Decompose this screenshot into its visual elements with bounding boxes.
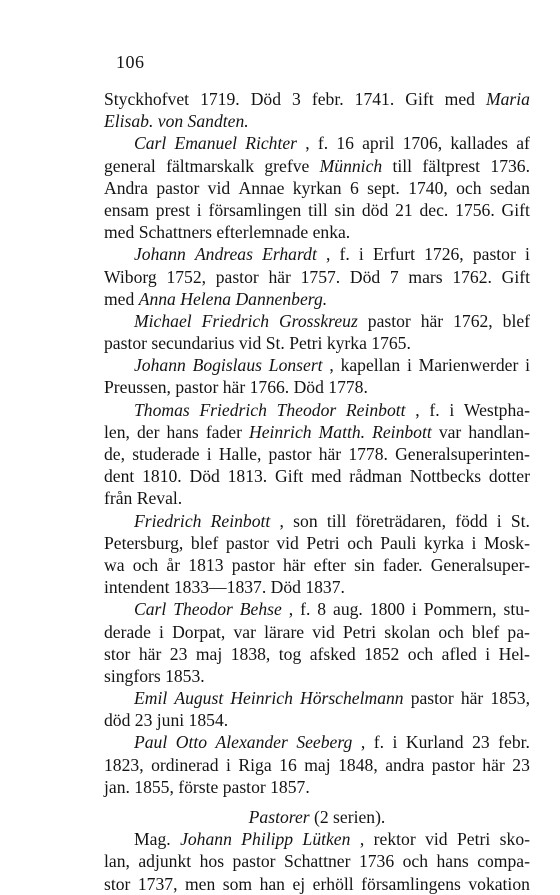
text-line (104, 310, 530, 332)
word: 1852 (364, 643, 400, 664)
word: Erhardt (262, 244, 317, 265)
word: 1853, (490, 688, 530, 709)
word: pastor (232, 851, 276, 872)
word: här (460, 688, 484, 709)
word: adjunkt (138, 851, 192, 872)
word: pastor (472, 244, 516, 265)
word: som (222, 873, 253, 894)
text-line (104, 621, 530, 643)
word: företrädaren, (355, 510, 447, 531)
word: Gift (501, 199, 530, 220)
text-line (104, 421, 530, 443)
word: Wiborg (104, 266, 157, 287)
word: Styckhofvet (104, 89, 190, 109)
word: 1838, (230, 643, 271, 664)
word: ordinerad (151, 754, 219, 775)
word: Theodor (276, 399, 337, 420)
word: här (420, 310, 444, 331)
word: 21 (395, 199, 413, 220)
word: de, (104, 444, 126, 464)
word: febr. (498, 732, 530, 753)
text-line (104, 266, 530, 288)
word: f. (339, 244, 350, 265)
text-segment: Preussen, pastor här 1766. Död 1778. (104, 377, 368, 398)
word: general (104, 155, 156, 176)
word: sept. (367, 177, 400, 198)
word: af (516, 133, 530, 154)
word: pastor (410, 688, 454, 709)
text-line (104, 376, 530, 398)
word: Petersburg, (104, 532, 184, 553)
word: Richter (245, 133, 298, 154)
word: afled (441, 643, 477, 664)
text-line (104, 132, 530, 154)
word: pastor (156, 177, 200, 198)
word: , (359, 829, 365, 850)
word: stor (104, 643, 131, 664)
word: skolan (384, 621, 431, 642)
text-line (104, 576, 530, 598)
text-line (104, 510, 530, 532)
word: Friedrich (134, 510, 202, 531)
word: Maria (485, 89, 530, 109)
word: var (233, 621, 256, 642)
word: lan, (104, 851, 130, 872)
word: mars (408, 266, 443, 287)
word: Johann (134, 244, 186, 265)
word: Otto (175, 732, 208, 753)
word: 1762, (453, 310, 493, 331)
word: Hel- (498, 643, 530, 664)
word: Petri (306, 532, 340, 553)
word: f. (373, 732, 385, 753)
word: Carl (134, 133, 167, 154)
text-line (104, 177, 530, 199)
word: 1736 (358, 851, 395, 872)
word: Westpha- (463, 399, 530, 420)
text-line (104, 598, 530, 620)
word: född (455, 510, 488, 531)
word: dotter (488, 466, 530, 487)
italic-name: Elisab. von Sandten. (104, 111, 249, 132)
word: 1810. (142, 466, 182, 487)
word: Grosskreuz (278, 310, 358, 331)
word: men (184, 873, 216, 894)
text-line (104, 776, 530, 798)
word: Lonsert (268, 355, 323, 376)
text-line (104, 243, 530, 265)
section-heading (104, 806, 530, 828)
text-segment: intendent 1833—1837. Död 1837. (104, 577, 345, 598)
word: Nottbecks (409, 466, 482, 487)
word: Gift (405, 89, 434, 109)
word: Petri (457, 829, 491, 850)
word: , (305, 133, 310, 154)
word: och (347, 532, 373, 553)
word: ensam (104, 199, 149, 220)
word: son (293, 510, 318, 531)
word: 1736. (490, 155, 530, 176)
text-segment: med Schattners efterlemnade enka. (104, 222, 351, 243)
word: Generalsuperinten- (395, 444, 530, 464)
word: ej (292, 873, 306, 894)
text-line (104, 88, 530, 110)
word: grefve (264, 155, 310, 176)
word: 1848, (338, 754, 378, 775)
word: , (329, 355, 334, 376)
word: Behse (239, 599, 282, 620)
word: var (438, 421, 462, 442)
word: april (362, 133, 395, 154)
word: 1762. (452, 266, 492, 287)
word: erhöll (312, 873, 354, 894)
word: och (402, 851, 428, 872)
word: , (325, 244, 331, 265)
word: Schattner (284, 851, 351, 872)
word: i (358, 244, 364, 265)
word: pastor (268, 444, 312, 464)
word: kyrka (423, 532, 464, 553)
word: sin (354, 554, 375, 575)
word: och (456, 177, 482, 198)
word: Gift (274, 466, 304, 487)
word: , (415, 399, 420, 420)
word: Petri (342, 621, 377, 642)
word: Lütken (302, 829, 351, 850)
word: kapellan (340, 355, 401, 376)
word: stor (104, 873, 131, 894)
word: i (471, 532, 477, 553)
word: aug. (333, 599, 363, 620)
word: i (406, 355, 412, 376)
word: 8 (317, 599, 327, 620)
word: , (279, 510, 284, 531)
word: Emil (134, 688, 168, 709)
word: Friedrich (201, 310, 270, 331)
word: i (206, 444, 212, 464)
word: i (496, 510, 502, 531)
word: Marienwerder (418, 355, 519, 376)
word: 1813. (227, 466, 268, 487)
word: i (196, 199, 202, 220)
word: 23 (512, 754, 530, 775)
word: dec. (419, 199, 449, 220)
word: fader (205, 421, 242, 442)
word: Michael (134, 310, 192, 331)
word: död (361, 199, 389, 220)
text-segment: jan. 1855, förste pastor 1857. (104, 776, 310, 797)
text-segment: pastor secundarius vid St. Petri kyrka 1765. (104, 333, 411, 354)
text-line (104, 554, 530, 576)
word: blef (502, 310, 530, 331)
word: 1740, (408, 177, 448, 198)
word: f. (300, 599, 311, 620)
word: kallades (450, 133, 509, 154)
word: f. (317, 133, 329, 154)
word: församlingens (361, 873, 461, 894)
word: Pauli (380, 532, 417, 553)
word: derade (104, 621, 151, 642)
word: dent (104, 466, 135, 487)
word: vokation (468, 873, 530, 894)
word: fältprest (422, 155, 481, 176)
word: Seeberg (296, 732, 353, 753)
text-line (104, 399, 530, 421)
word: , (288, 599, 294, 620)
text-line (104, 687, 530, 709)
word: pastor (431, 754, 475, 775)
text-line (104, 828, 530, 850)
word: Annae (238, 177, 285, 198)
word: Alexander (215, 732, 288, 753)
word: här (318, 444, 342, 464)
word: 1752, (166, 266, 207, 287)
word: wa (104, 554, 125, 575)
word: 1726, (424, 244, 464, 265)
word: kyrkan (292, 177, 342, 198)
word: 16 (336, 133, 354, 154)
word: Död (189, 466, 220, 487)
word: febr. (311, 89, 344, 109)
word: 1823, (104, 754, 144, 775)
word: 1706, (402, 133, 443, 154)
word: hans (436, 851, 469, 872)
word: hos (199, 851, 225, 872)
word: i (449, 399, 455, 420)
word: pastor (231, 554, 275, 575)
word: len, (104, 421, 130, 442)
text-line (104, 873, 530, 895)
word: vid (207, 177, 231, 198)
word: 23 (169, 643, 188, 664)
text-line (104, 288, 530, 310)
word: här (482, 754, 505, 775)
italic-name: Pastorer (248, 807, 310, 827)
word: Halle, (218, 444, 262, 464)
word: Münnich (319, 155, 383, 176)
text-line (104, 665, 530, 687)
word: rådman (349, 466, 402, 487)
word: i (485, 643, 491, 664)
word: prest (155, 199, 190, 220)
word: 3 (292, 89, 301, 109)
body-text (104, 88, 530, 895)
word: Theodor (173, 599, 233, 620)
word: tog (278, 643, 302, 664)
italic-name: Anna Helena Dannenberg. (138, 288, 328, 309)
word: Dorpat, (172, 621, 226, 642)
word: pa- (507, 621, 530, 642)
word: Reinbott (345, 399, 406, 420)
word: och (407, 643, 434, 664)
text-line (104, 643, 530, 665)
word: afsked (309, 643, 356, 664)
word: Paul (134, 732, 168, 753)
text-segment: från Reval. (104, 488, 183, 509)
word: f. (429, 399, 440, 420)
text-line (104, 487, 530, 509)
word: Heinrich (249, 421, 312, 442)
text-line (104, 850, 530, 872)
word: Carl (134, 599, 167, 620)
word: sin (334, 199, 356, 220)
word: i (525, 355, 530, 376)
text-line (104, 332, 530, 354)
word: pastor (215, 266, 259, 287)
text-line (104, 221, 530, 243)
word: till (308, 199, 328, 220)
text-line (104, 465, 530, 487)
word: i (159, 621, 164, 642)
word: handlan- (468, 421, 530, 442)
text-line (104, 443, 530, 465)
word: Generalsuper- (430, 554, 530, 575)
word: 1741. (354, 89, 395, 109)
word: der (136, 421, 160, 442)
word: Heinrich (230, 688, 293, 709)
word: Riga (238, 754, 272, 775)
word: Reinbott (372, 421, 432, 442)
word: maj (304, 754, 331, 775)
word: 1813 (188, 554, 224, 575)
word: Pommern, (423, 599, 497, 620)
text-line (104, 754, 530, 776)
word: med (444, 89, 475, 109)
word: 6 (349, 177, 359, 198)
word: Mosk- (484, 532, 530, 553)
word: och (438, 621, 464, 642)
word: 1757. (300, 266, 341, 287)
word: St. (510, 510, 530, 531)
word: Andra (104, 177, 148, 198)
text-line (104, 532, 530, 554)
text-line (104, 199, 530, 221)
word: vid (425, 829, 448, 850)
word: 1756. (455, 199, 495, 220)
word: August (174, 688, 224, 709)
word: 7 (389, 266, 399, 287)
word: efter (313, 554, 346, 575)
word: församlingen (208, 199, 302, 220)
word: till (326, 510, 347, 531)
word: blef (190, 532, 219, 553)
text-segment: död 23 juni 1854. (104, 710, 229, 731)
word: compa- (477, 851, 530, 872)
word: här (138, 643, 162, 664)
word: vid (312, 621, 335, 642)
page-number: 106 (116, 52, 145, 72)
word: 1737, (137, 873, 178, 894)
word: Hörschelmann (299, 688, 404, 709)
word: lärare (264, 621, 305, 642)
word: fältmarskalk (166, 155, 255, 176)
word: pastor (367, 310, 411, 331)
word: 23 (472, 732, 490, 753)
word: han (259, 873, 285, 894)
word: rektor (373, 829, 416, 850)
word: med (311, 466, 342, 487)
word: Thomas (134, 399, 190, 420)
word: Friedrich (199, 399, 267, 420)
word: Mag. (134, 829, 171, 850)
word: Johann (134, 355, 186, 376)
word: Död (250, 89, 281, 109)
word: år (166, 554, 181, 575)
text-segment: med (104, 288, 139, 309)
text-line (104, 354, 530, 376)
word: sedan (489, 177, 530, 198)
word: pastor (225, 532, 269, 553)
text-line (104, 731, 530, 753)
word: 16 (279, 754, 297, 775)
word: 1778. (348, 444, 388, 464)
word: här (268, 266, 291, 287)
word: och (132, 554, 159, 575)
text-line (104, 155, 530, 177)
word: Död (349, 266, 381, 287)
word: i (524, 244, 530, 265)
word: Philipp (241, 829, 294, 850)
word: här (282, 554, 306, 575)
word: blef (471, 621, 500, 642)
word: Emanuel (174, 133, 238, 154)
word: , (360, 732, 366, 753)
word: Matth. (318, 421, 366, 442)
text-line (104, 709, 530, 731)
word: Kurland (405, 732, 464, 753)
word: i (392, 732, 398, 753)
word: maj (195, 643, 223, 664)
word: Erfurt (372, 244, 415, 265)
word: studerade (132, 444, 200, 464)
word: i (226, 754, 231, 775)
word: Reinbott (210, 510, 271, 531)
word: Johann (180, 829, 232, 850)
word: stu- (503, 599, 530, 620)
word: fader. (382, 554, 423, 575)
text-line (104, 110, 530, 132)
word: 1800 (369, 599, 405, 620)
word: vid (276, 532, 299, 553)
word: andra (385, 754, 425, 775)
word: Andreas (194, 244, 253, 265)
word: hans (166, 421, 199, 442)
text-segment: (2 serien). (309, 807, 386, 827)
word: Gift (501, 266, 530, 287)
word: sko- (499, 829, 530, 850)
word: till (392, 155, 413, 176)
word: Bogislaus (192, 355, 262, 376)
text-segment: singfors 1853. (104, 665, 205, 686)
word: 1719. (200, 89, 240, 109)
word: i (411, 599, 417, 620)
